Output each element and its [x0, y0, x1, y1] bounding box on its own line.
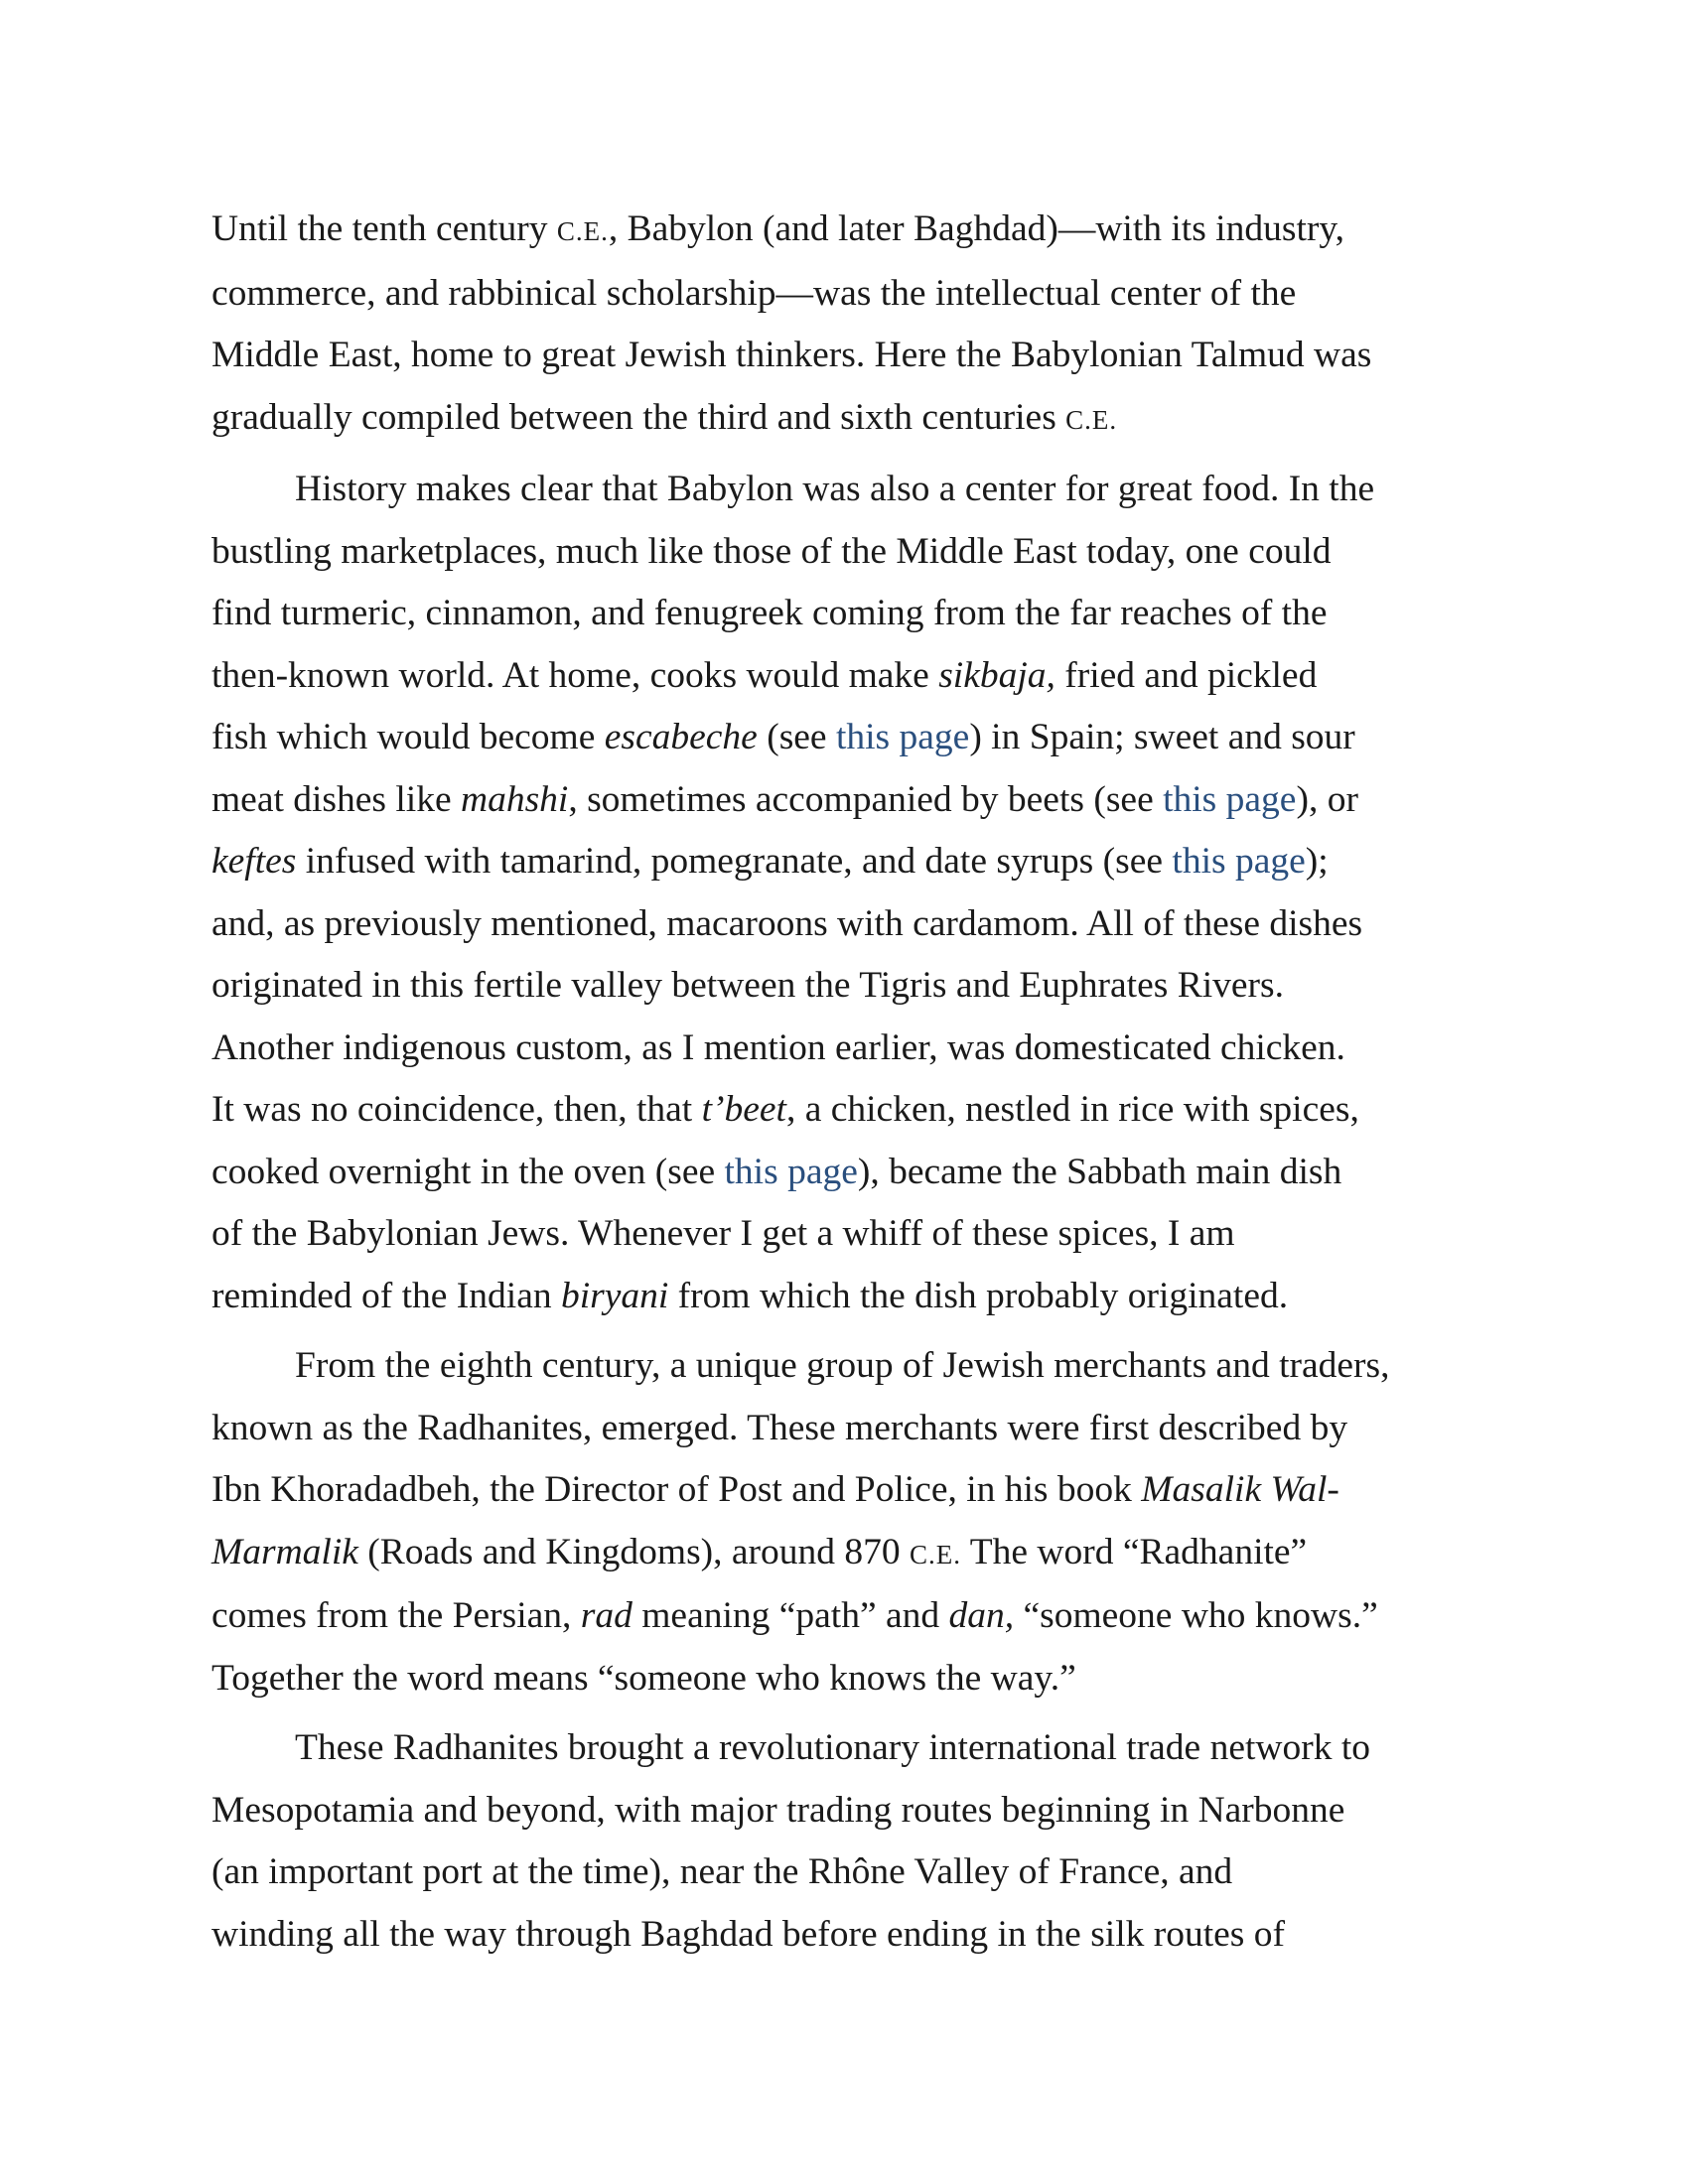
text-run: then-known world. At home, cooks would make — [211, 654, 939, 696]
text-run: and, as previously mentioned, macaroons with cardamom. All of these dishes — [211, 902, 1363, 944]
era-abbreviation: C.E. — [556, 216, 609, 246]
cross-reference-link[interactable]: this page — [835, 717, 970, 757]
text-run: , a chicken, nestled in rice with spices, — [785, 1089, 1359, 1130]
body-text — [211, 199, 1482, 1966]
text-run: meat dishes like — [211, 778, 461, 820]
italic-term: dan, — [948, 1595, 1015, 1636]
text-run: It was no coincidence, then, that — [211, 1089, 702, 1130]
text-line — [211, 1203, 1482, 1266]
text-run: infused with tamarind, pomegranate, and date syrups (see — [296, 841, 1173, 882]
text-line — [211, 893, 1482, 956]
text-line — [211, 1398, 1482, 1460]
cross-reference-link[interactable]: this page — [1172, 841, 1306, 882]
italic-term: escabeche — [604, 717, 758, 757]
text-line — [211, 1717, 1482, 1780]
text-line — [211, 199, 1482, 263]
paragraph — [211, 1335, 1482, 1709]
italic-term: mahshi — [460, 778, 569, 820]
text-run: of the Babylonian Jews. Whenever I get a whiff of these spices, I am — [211, 1213, 1235, 1254]
cross-reference-link[interactable]: this page — [724, 1151, 858, 1192]
text-run: meaning “path” and — [632, 1595, 949, 1636]
text-run: comes from the Persian, — [211, 1595, 581, 1636]
text-run: ), or — [1296, 778, 1358, 820]
text-run: These Radhanites brought a revolutionary international trade network to — [295, 1727, 1370, 1768]
text-line — [211, 459, 1482, 521]
text-run: ); — [1305, 841, 1329, 882]
text-line — [211, 1079, 1482, 1142]
text-line — [211, 707, 1482, 769]
text-line — [211, 955, 1482, 1018]
text-line — [211, 1842, 1482, 1904]
text-run: fish which would become — [211, 717, 605, 757]
era-abbreviation: C.E. — [910, 1539, 962, 1570]
text-line — [211, 1142, 1482, 1204]
text-run: Another indigenous custom, as I mention earlier, was domesticated chicken. — [211, 1026, 1345, 1068]
text-run: Until the tenth century — [211, 208, 557, 249]
era-abbreviation: C.E. — [1065, 404, 1118, 435]
text-line — [211, 1335, 1482, 1398]
text-run: , Babylon (and later Baghdad)—with its industry, — [608, 208, 1345, 249]
text-line — [211, 521, 1482, 584]
text-run: known as the Radhanites, emerged. These merchants were first described by — [211, 1407, 1348, 1448]
text-run: ) in Spain; sweet and sour — [969, 717, 1355, 757]
text-line — [211, 1522, 1482, 1586]
italic-term: sikbaja, — [938, 654, 1055, 696]
text-run: Ibn Khoradadbeh, the Director of Post and Police, in his book — [211, 1469, 1142, 1510]
text-run: winding all the way through Baghdad before ending in the silk routes of — [211, 1913, 1286, 1955]
text-run: Middle East, home to great Jewish thinkers. Here the Babylonian Talmud was — [211, 335, 1372, 375]
text-run: commerce, and rabbinical scholarship—was the intellectual center of the — [211, 272, 1297, 314]
italic-term: Masalik Wal- — [1141, 1469, 1339, 1510]
paragraph — [211, 199, 1482, 451]
text-line — [211, 263, 1482, 326]
text-run: Mesopotamia and beyond, with major trading routes beginning in Narbonne — [211, 1789, 1345, 1831]
paragraph — [211, 1717, 1482, 1966]
text-line — [211, 1648, 1482, 1710]
italic-term: biryani — [560, 1275, 669, 1316]
italic-term: Marmalik — [211, 1531, 358, 1572]
text-run: From the eighth century, a unique group of Jewish merchants and traders, — [295, 1345, 1390, 1386]
text-run: “someone who knows.” — [1014, 1595, 1378, 1636]
paragraph — [211, 459, 1482, 1327]
italic-term: keftes — [211, 841, 297, 882]
text-line — [211, 387, 1482, 452]
text-run: originated in this fertile valley between the Tigris and Euphrates Rivers. — [211, 965, 1284, 1006]
text-line — [211, 1459, 1482, 1522]
text-run: ), became the Sabbath main dish — [857, 1151, 1342, 1192]
text-run: from which the dish probably originated. — [668, 1275, 1289, 1316]
text-line — [211, 1266, 1482, 1328]
italic-term: t’beet — [701, 1089, 786, 1130]
book-page — [211, 199, 1482, 1974]
text-run: Together the word means “someone who knows the way.” — [211, 1657, 1076, 1699]
text-run: cooked overnight in the oven (see — [211, 1151, 725, 1192]
text-line — [211, 831, 1482, 893]
text-line — [211, 769, 1482, 832]
text-line — [211, 325, 1482, 387]
text-line — [211, 1780, 1482, 1843]
text-run: History makes clear that Babylon was also a center for great food. In the — [295, 469, 1375, 509]
text-line — [211, 645, 1482, 708]
text-line — [211, 1585, 1482, 1648]
cross-reference-link[interactable]: this page — [1163, 778, 1297, 820]
text-run: bustling marketplaces, much like those of the Middle East today, one could — [211, 530, 1332, 572]
text-run: find turmeric, cinnamon, and fenugreek coming from the far reaches of the — [211, 593, 1328, 633]
text-run: (see — [757, 717, 836, 757]
text-line — [211, 583, 1482, 645]
text-run: (an important port at the time), near the Rhône Valley of France, and — [211, 1851, 1233, 1892]
text-line — [211, 1018, 1482, 1080]
text-run: reminded of the Indian — [211, 1275, 561, 1316]
text-run: The word “Radhanite” — [961, 1531, 1308, 1572]
text-line — [211, 1904, 1482, 1967]
text-run: fried and pickled — [1055, 654, 1318, 696]
text-run: , sometimes accompanied by beets (see — [568, 778, 1164, 820]
text-run: gradually compiled between the third and sixth centuries — [211, 396, 1066, 438]
text-run: (Roads and Kingdoms), around 870 — [357, 1531, 911, 1572]
italic-term: rad — [580, 1595, 633, 1636]
